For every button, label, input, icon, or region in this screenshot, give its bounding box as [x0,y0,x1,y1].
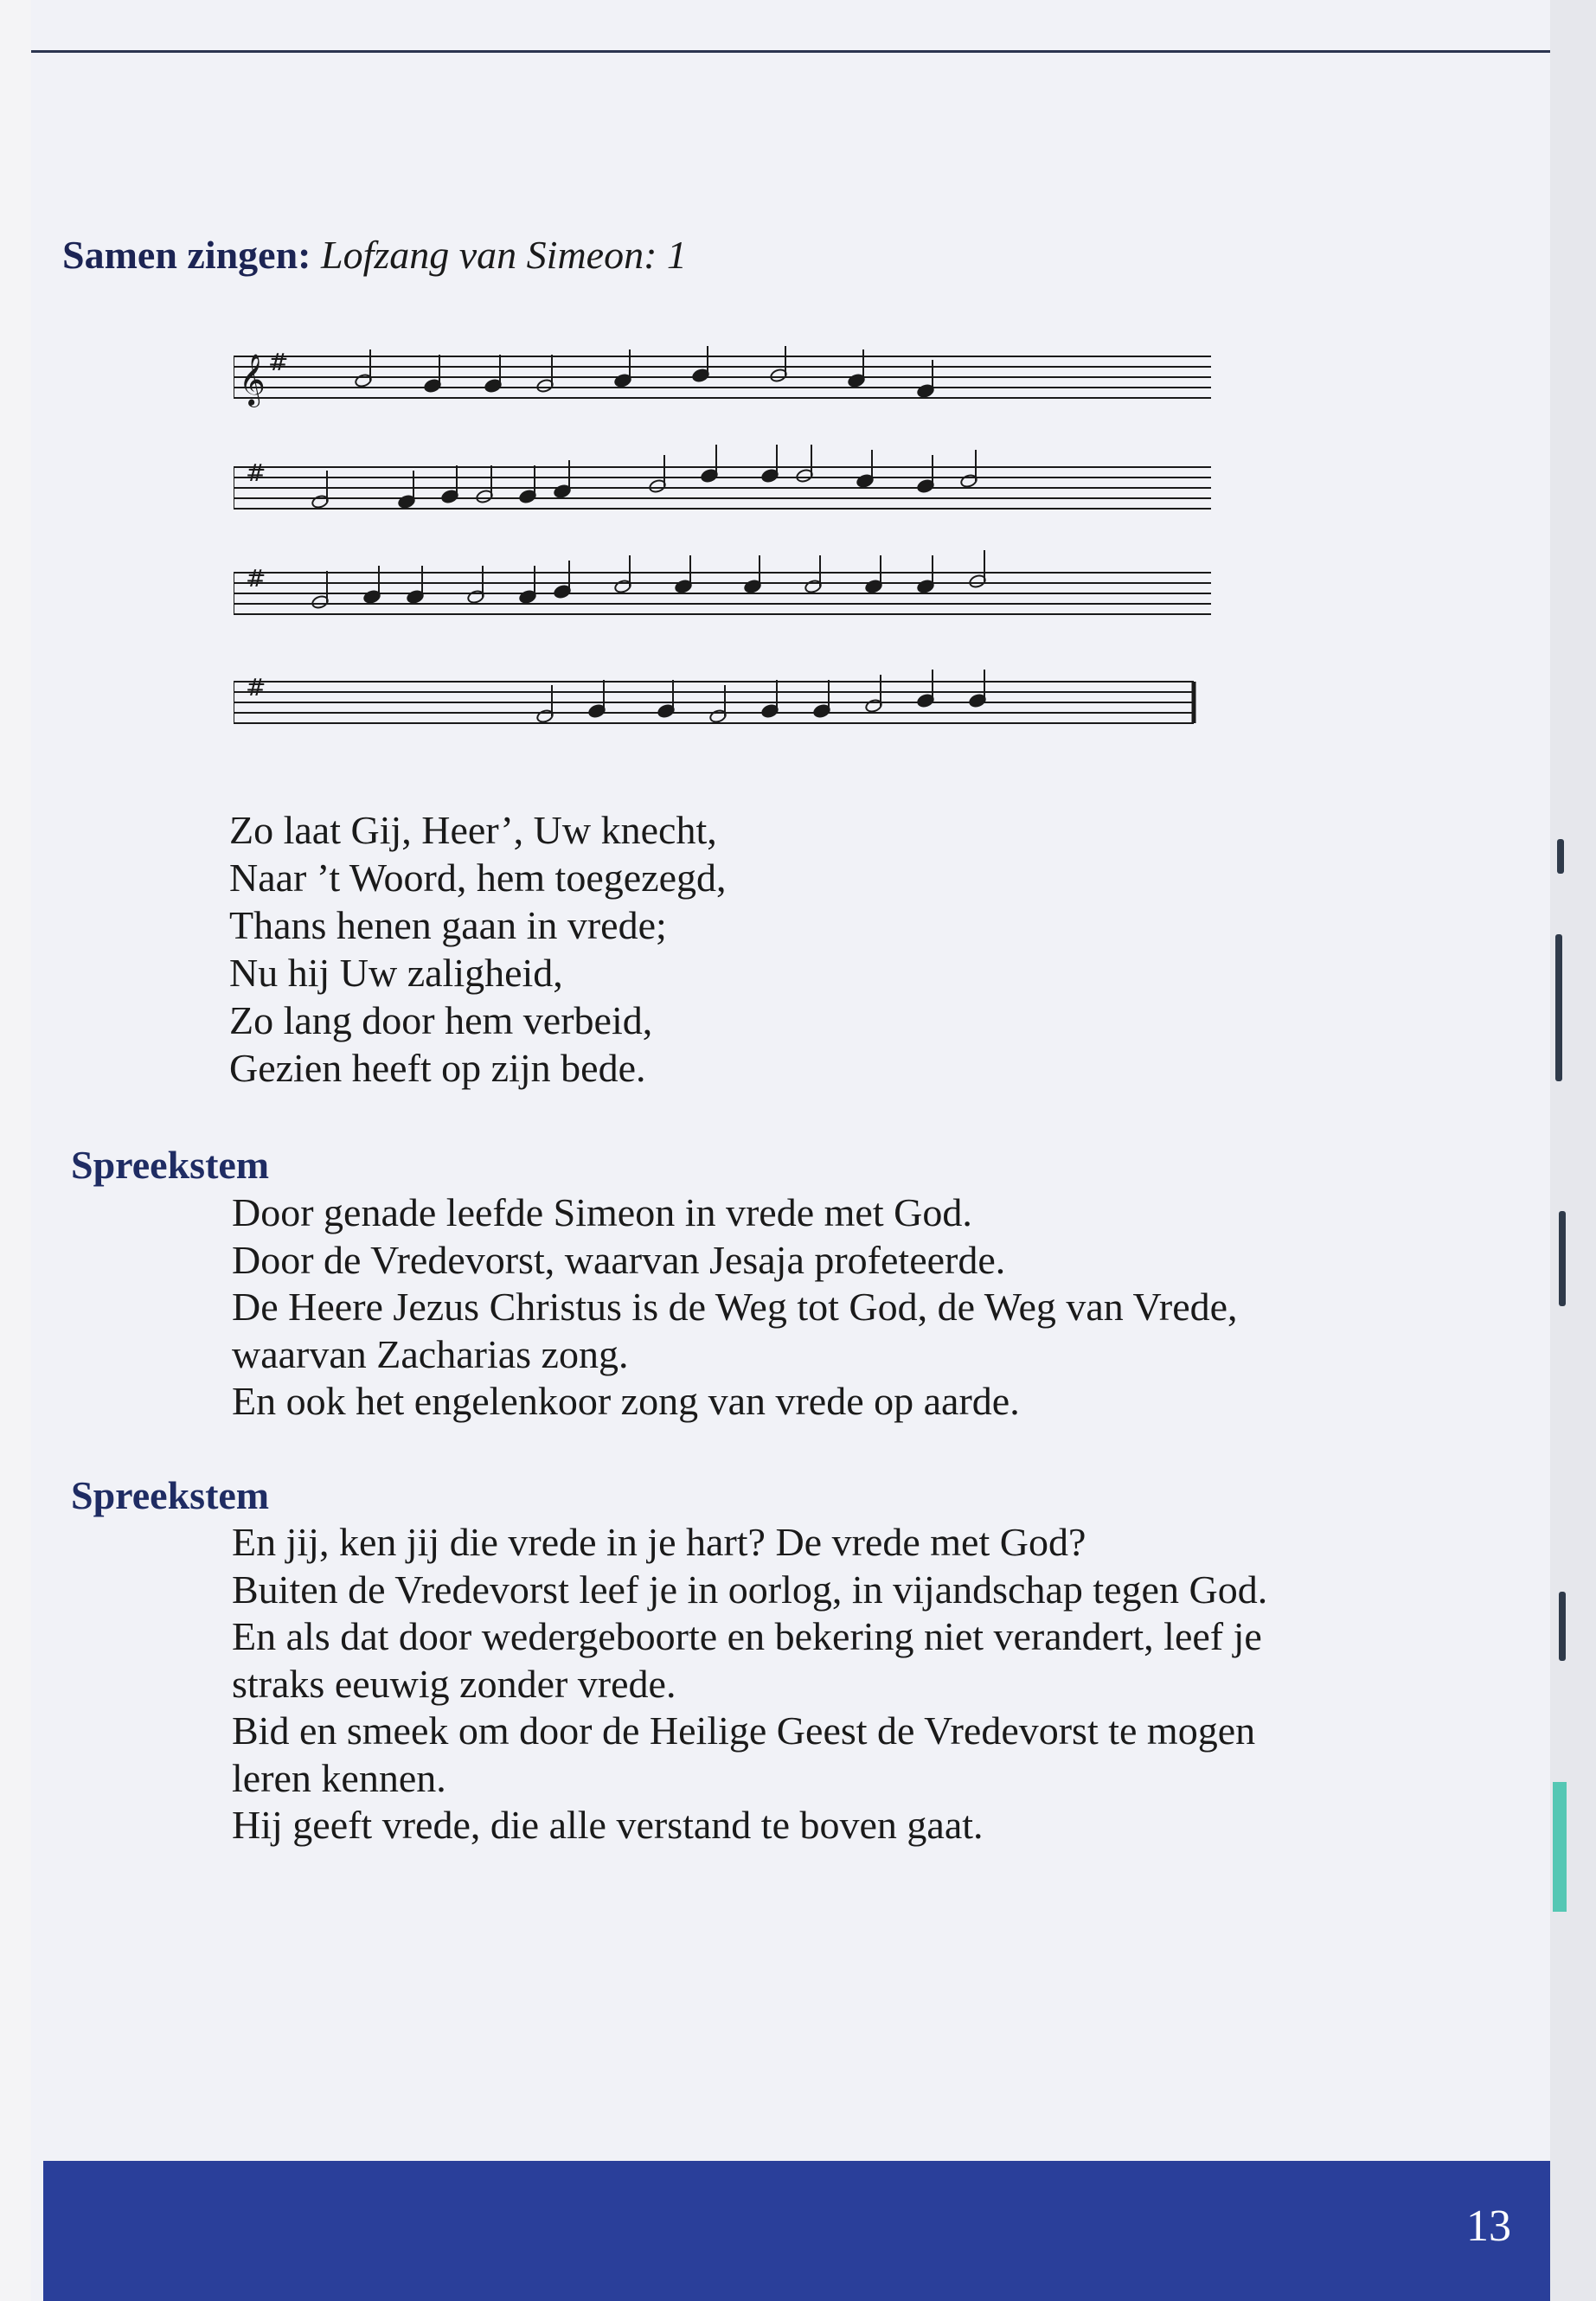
key-sharp: # [246,673,266,702]
text-line: De Heere Jezus Christus is de Weg tot God, de Weg van Vrede, [232,1285,1238,1329]
lyric-line: Nu hij Uw zaligheid, [229,951,563,995]
song-title: Lofzang van Simeon: 1 [321,233,687,277]
hymn-lyrics [229,806,727,1092]
text-line: Buiten de Vredevorst leef je in oorlog, in vijandschap tegen God. [232,1567,1268,1612]
heading-label: Samen zingen: [62,233,311,277]
text-line: En als dat door wedergeboorte en bekering niet verandert, leef je [232,1614,1262,1658]
key-sharp: # [246,564,266,593]
spoken-text [232,1189,1238,1426]
footer-band [43,2161,1550,2301]
spoken-text [232,1519,1267,1849]
text-line: En ook het engelenkoor zong van vrede op aarde. [232,1379,1020,1423]
edge-mark [1555,934,1562,1081]
page-number: 13 [1466,2202,1511,2251]
lyric-line: Zo laat Gij, Heer’, Uw knecht, [229,808,717,852]
text-line: waarvan Zacharias zong. [232,1331,629,1376]
treble-clef: 𝄞 [239,354,266,406]
lyric-line: Thans henen gaan in vrede; [229,903,667,947]
edge-mark [1559,1592,1566,1661]
text-line: Hij geeft vrede, die alle verstand te boven gaat. [232,1803,984,1847]
top-rule [31,50,1550,53]
key-sharp: # [246,458,266,487]
edge-mark [1559,1211,1566,1306]
sheet-music [234,346,1211,744]
text-line: Door genade leefde Simeon in vrede met God. [232,1190,972,1234]
edge-mark [1557,839,1564,874]
song-heading [62,232,687,278]
edge-tab [1553,1782,1567,1912]
text-line: leren kennen. [232,1755,446,1800]
lyric-line: Naar ’t Woord, hem toegezegd, [229,856,727,900]
section-label: Spreekstem [71,1473,270,1517]
section-label: Spreekstem [71,1143,270,1187]
lyric-line: Gezien heeft op zijn bede. [229,1046,646,1090]
text-line: straks eeuwig zonder vrede. [232,1661,676,1706]
text-line: En jij, ken jij die vrede in je hart? De vrede met God? [232,1520,1086,1564]
lyric-line: Zo lang door hem verbeid, [229,998,653,1042]
page-edge [1550,0,1596,2301]
text-line: Bid en smeek om door de Heilige Geest de Vredevorst te mogen [232,1708,1256,1753]
text-line: Door de Vredevorst, waarvan Jesaja profeteerde. [232,1237,1006,1282]
key-sharp: # [268,348,289,376]
